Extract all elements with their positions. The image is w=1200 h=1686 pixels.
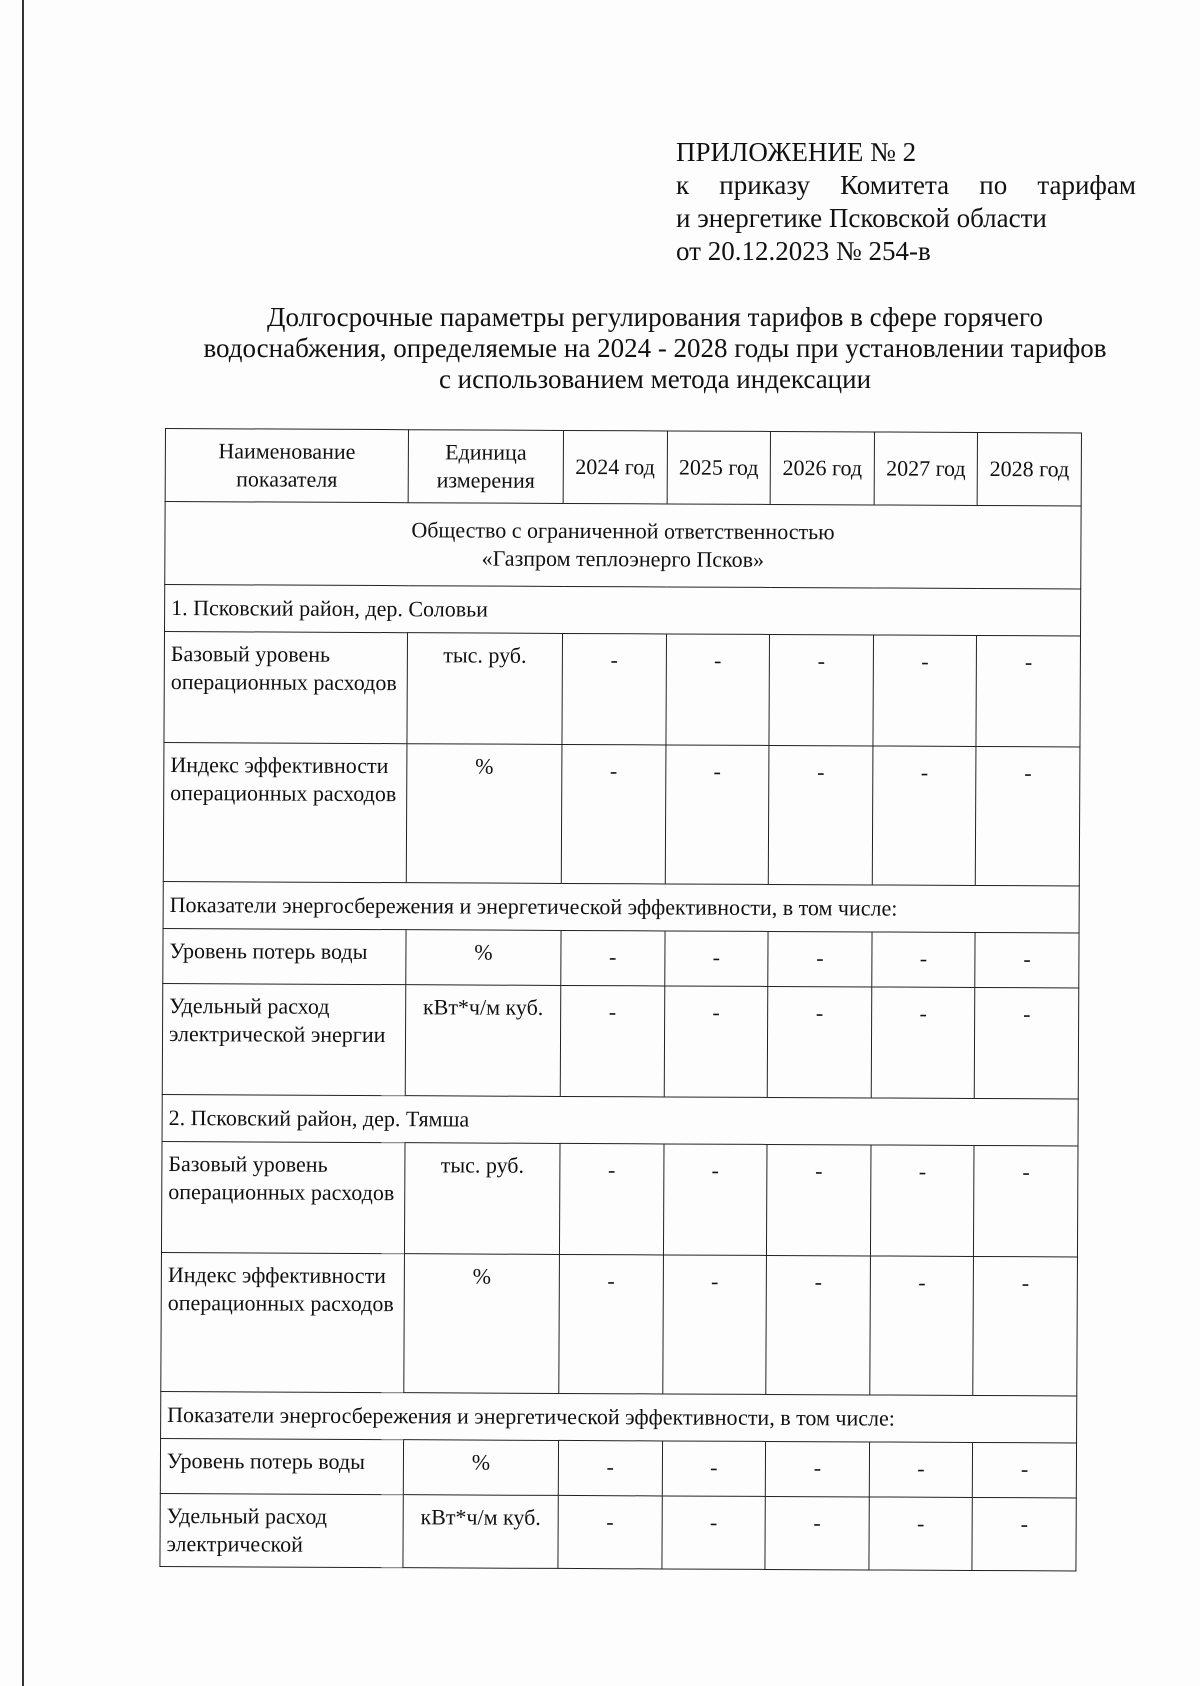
table-row	[160, 1438, 1076, 1497]
row-value: -	[975, 932, 1079, 988]
header-name: Наименование показателя	[165, 429, 408, 503]
row-value: -	[870, 1145, 974, 1257]
section-row	[162, 1094, 1078, 1145]
header-year: 2024 год	[563, 430, 667, 504]
organization-line-2: «Газпром теплоэнерго Псков»	[481, 545, 765, 572]
row-value: -	[561, 744, 665, 884]
document-title	[175, 302, 1135, 395]
row-name: Удельный расход электрической энергии	[162, 983, 406, 1095]
row-value: -	[768, 931, 872, 987]
row-value: -	[869, 1442, 973, 1498]
header-year: 2028 год	[978, 432, 1082, 506]
organization-cell	[165, 502, 1081, 589]
page-margin-line	[22, 0, 24, 1686]
row-value: -	[973, 1442, 1077, 1498]
row-unit: тыс. руб.	[404, 1143, 560, 1255]
row-value: -	[767, 1144, 871, 1256]
row-value: -	[561, 930, 665, 986]
row-value: -	[558, 1495, 662, 1569]
header-year: 2025 год	[667, 431, 771, 505]
table-row	[162, 983, 1079, 1098]
section-title: 1. Псковский район, дер. Соловьи	[165, 585, 1081, 636]
parameters-table-wrap	[159, 428, 1082, 1571]
row-unit: кВт*ч/м куб.	[405, 985, 561, 1097]
row-value: -	[871, 987, 975, 1099]
appendix-date-line: от 20.12.2023 № 254-в	[676, 236, 931, 266]
row-unit: %	[403, 1440, 558, 1496]
row-value: -	[559, 1254, 663, 1394]
header-unit: Единица измерения	[408, 430, 563, 504]
organization-line-1: Общество с ограниченной ответственностью	[411, 517, 835, 545]
row-name: Индекс эффективности операционных расходов	[161, 1252, 405, 1392]
table-row	[161, 1252, 1078, 1395]
row-value: -	[975, 987, 1079, 1099]
table-row	[160, 1493, 1076, 1570]
row-value: -	[769, 634, 873, 746]
row-value: -	[664, 986, 768, 1098]
appendix-title: ПРИЛОЖЕНИЕ № 2	[676, 137, 917, 167]
table-row	[163, 928, 1079, 987]
row-value: -	[765, 1496, 869, 1570]
row-value: -	[662, 1255, 766, 1395]
appendix-block	[676, 136, 1136, 268]
energy-section-row	[161, 1391, 1077, 1442]
section-row	[165, 585, 1081, 636]
row-value: -	[872, 746, 976, 886]
row-value: -	[869, 1497, 973, 1571]
row-name: Базовый уровень операционных расходов	[161, 1141, 405, 1253]
row-name: Уровень потерь воды	[160, 1438, 403, 1494]
title-line-3: с использованием метода индексации	[438, 364, 872, 394]
row-unit: кВт*ч/м куб.	[403, 1495, 558, 1569]
row-value: -	[768, 745, 872, 885]
table-header-row	[165, 429, 1081, 506]
section-title: 2. Псковский район, дер. Тямша	[162, 1094, 1078, 1145]
row-value: -	[662, 1496, 766, 1570]
row-value: -	[767, 986, 871, 1098]
row-value: -	[974, 1145, 1078, 1257]
row-name: Базовый уровень операционных расходов	[164, 632, 408, 744]
energy-section-title: Показатели энергосбережения и энергетической эффективности, в том числе:	[163, 881, 1079, 932]
row-value: -	[873, 635, 977, 747]
row-unit: %	[406, 744, 562, 884]
row-value: -	[663, 1144, 767, 1256]
row-value: -	[765, 1441, 869, 1497]
row-value: -	[872, 932, 976, 988]
row-unit: %	[406, 930, 561, 986]
row-unit: тыс. руб.	[407, 633, 563, 745]
title-line-2: водоснабжения, определяемые на 2024 - 2028 годы при установлении тарифов	[203, 333, 1107, 363]
row-value: -	[976, 746, 1080, 886]
header-year: 2027 год	[874, 432, 978, 506]
organization-row	[165, 502, 1081, 589]
energy-section-row	[163, 881, 1079, 932]
row-value: -	[766, 1255, 870, 1395]
energy-section-title: Показатели энергосбережения и энергетической эффективности, в том числе:	[161, 1391, 1077, 1442]
row-value: -	[664, 931, 768, 987]
appendix-order-line: к приказу Комитета по тарифам	[676, 170, 1136, 200]
parameters-table	[159, 428, 1082, 1571]
table-row	[161, 1141, 1078, 1256]
row-value: -	[973, 1256, 1077, 1396]
row-value: -	[870, 1256, 974, 1396]
row-name: Удельный расход электрической	[160, 1493, 403, 1567]
row-value: -	[662, 1441, 766, 1497]
row-value: -	[666, 634, 770, 746]
table-row	[163, 742, 1080, 885]
row-unit: %	[404, 1254, 560, 1394]
row-value: -	[972, 1497, 1076, 1571]
row-value: -	[562, 633, 666, 745]
row-value: -	[976, 635, 1080, 747]
appendix-committee-line: и энергетике Псковской области	[676, 203, 1047, 233]
row-value: -	[560, 985, 664, 1097]
row-name: Индекс эффективности операционных расходов	[163, 742, 407, 882]
header-year: 2026 год	[770, 431, 874, 505]
table-row	[164, 632, 1081, 747]
row-value: -	[559, 1143, 663, 1255]
row-value: -	[665, 745, 769, 885]
row-value: -	[558, 1440, 662, 1496]
row-name: Уровень потерь воды	[163, 928, 406, 984]
title-line-1: Долгосрочные параметры регулирования тарифов в сфере горячего	[267, 302, 1043, 332]
